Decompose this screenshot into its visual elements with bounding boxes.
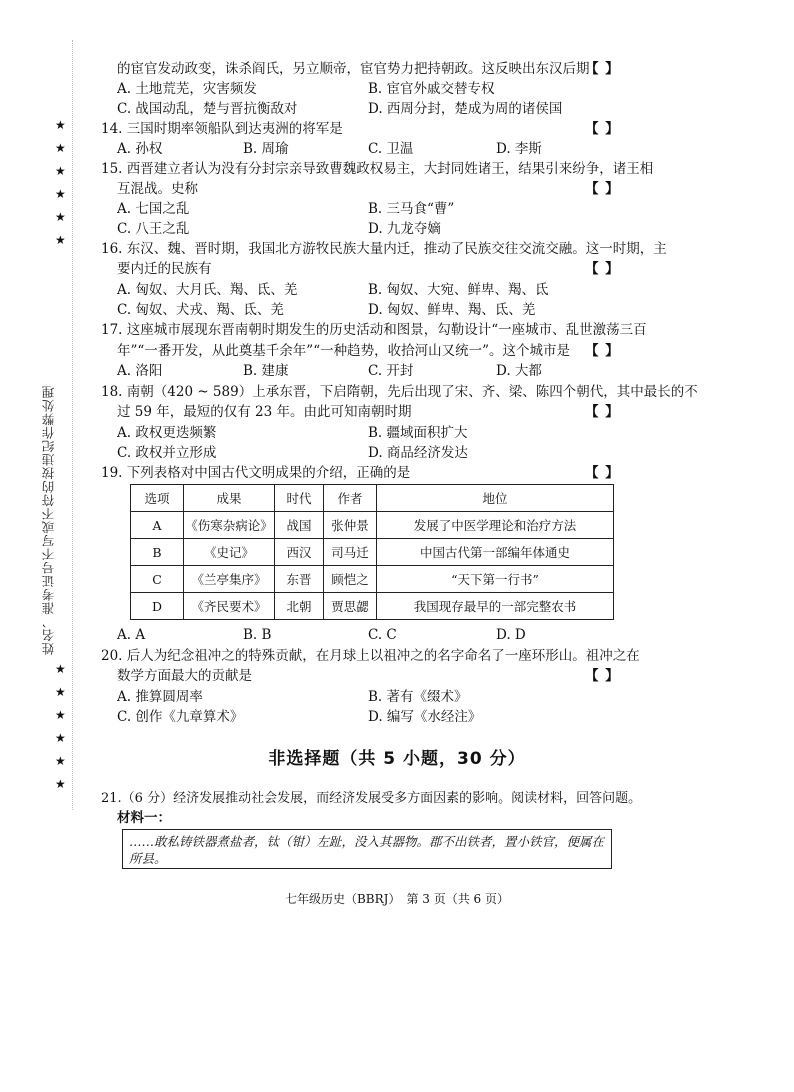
q15-option-c: C. 八王之乱 bbox=[117, 221, 190, 237]
table-cell: B bbox=[131, 539, 184, 566]
table-row bbox=[131, 566, 614, 593]
star-icon: ★ bbox=[55, 731, 66, 745]
q18-stem-line2: 过 59 年，最短的仅有 23 年。由此可知南朝时期 bbox=[117, 404, 412, 420]
table-cell: 我国现存最早的一部完整农书 bbox=[377, 593, 614, 620]
q17-option-c: C. 开封 bbox=[368, 363, 414, 379]
table-cell: 《齐民要术》 bbox=[184, 593, 275, 620]
section-title: 非选择题（共 5 小题，30 分） bbox=[268, 749, 526, 769]
table-cell: 《史记》 bbox=[184, 539, 275, 566]
q17-option-d: D. 大都 bbox=[496, 363, 542, 379]
q18-option-a: A. 政权更迭频繁 bbox=[117, 425, 217, 441]
q15-stem-line1: 15. 西晋建立者认为没有分封宗亲导致曹魏政权易主，大封同姓诸王，结果引来纷争，诸王相 bbox=[101, 161, 654, 177]
table-header: 地位 bbox=[377, 485, 614, 512]
answer-bracket: 【 】 bbox=[585, 261, 620, 277]
table-header: 成果 bbox=[184, 485, 275, 512]
q14-option-b: B. 周瑜 bbox=[243, 141, 289, 157]
answer-bracket: 【 】 bbox=[585, 465, 620, 481]
q14-stem: 14. 三国时期率领船队到达夷洲的将军是 bbox=[101, 121, 343, 137]
answer-bracket: 【 】 bbox=[585, 61, 620, 77]
q19-option-d: D. D bbox=[496, 627, 526, 643]
q18-option-c: C. 政权并立形成 bbox=[117, 445, 217, 461]
table-cell: 战国 bbox=[275, 512, 324, 539]
q14-option-d: D. 李斯 bbox=[496, 141, 542, 157]
q20-option-c: C. 创作《九章算术》 bbox=[117, 709, 244, 725]
q20-option-a: A. 推算圆周率 bbox=[117, 689, 203, 705]
achievements-table bbox=[130, 484, 614, 620]
table-header-row bbox=[131, 485, 614, 512]
star-icon: ★ bbox=[55, 141, 66, 155]
star-icon: ★ bbox=[55, 708, 66, 722]
star-icon: ★ bbox=[55, 187, 66, 201]
table-cell: 张仲景 bbox=[324, 512, 377, 539]
q13-option-c: C. 战国动乱，楚与晋抗衡敌对 bbox=[117, 101, 298, 117]
table-cell: 《兰亭集序》 bbox=[184, 566, 275, 593]
q19-stem: 19. 下列表格对中国古代文明成果的介绍，正确的是 bbox=[101, 465, 411, 481]
table-header: 作者 bbox=[324, 485, 377, 512]
table-cell: A bbox=[131, 512, 184, 539]
table-cell: 北朝 bbox=[275, 593, 324, 620]
star-icon: ★ bbox=[55, 777, 66, 791]
table-cell: C bbox=[131, 566, 184, 593]
sidebar-notice: 姓名、准考证号不写或不符的按违纪作弊处理 bbox=[41, 385, 56, 655]
q16-stem-line2: 要内迁的民族有 bbox=[117, 261, 212, 277]
q19-option-c: C. C bbox=[368, 627, 397, 643]
q16-option-c: C. 匈奴、犬戎、羯、氐、羌 bbox=[117, 302, 284, 318]
star-icon: ★ bbox=[55, 118, 66, 132]
q17-option-b: B. 建康 bbox=[243, 363, 289, 379]
table-cell: 西汉 bbox=[275, 539, 324, 566]
table-cell: 贾思勰 bbox=[324, 593, 377, 620]
q17-stem-line1: 17. 这座城市展现东晋南朝时期发生的历史活动和图景，勾勒设计“一座城市、乱世激荡三百 bbox=[101, 322, 647, 338]
q15-option-d: D. 九龙夺嫡 bbox=[368, 221, 441, 237]
table-cell: D bbox=[131, 593, 184, 620]
table-cell: 东晋 bbox=[275, 566, 324, 593]
q20-stem-line2: 数学方面最大的贡献是 bbox=[117, 668, 252, 684]
table-cell: 顾恺之 bbox=[324, 566, 377, 593]
q16-stem-line1: 16. 东汉、魏、晋时期，我国北方游牧民族大量内迁，推动了民族交往交流交融。这一时期，主 bbox=[101, 241, 667, 257]
table-cell: “天下第一行书” bbox=[377, 566, 614, 593]
table-cell: 发展了中医学理论和治疗方法 bbox=[377, 512, 614, 539]
q21-stem: 21.（6 分）经济发展推动社会发展，而经济发展受多方面因素的影响。阅读材料，回答问题。 bbox=[101, 791, 642, 806]
q13-stem: 的宦官发动政变，诛杀阎氏，另立顺帝，宦官势力把持朝政。这反映出东汉后期 bbox=[117, 61, 590, 77]
q16-option-b: B. 匈奴、大宛、鲜卑、羯、氐 bbox=[368, 282, 549, 298]
binding-line bbox=[72, 40, 74, 810]
q16-option-d: D. 匈奴、鲜卑、羯、氐、羌 bbox=[368, 302, 536, 318]
q18-option-b: B. 疆域面积扩大 bbox=[368, 425, 468, 441]
table-header: 时代 bbox=[275, 485, 324, 512]
answer-bracket: 【 】 bbox=[585, 668, 620, 684]
answer-bracket: 【 】 bbox=[585, 181, 620, 197]
q17-stem-line2: 年”“一番开发，从此奠基千余年”“一种趋势，收拾河山又统一”。这个城市是 bbox=[117, 343, 571, 359]
page-footer: 七年级历史（BBRJ） 第 3 页（共 6 页） bbox=[284, 892, 509, 906]
q20-option-b: B. 著有《缀术》 bbox=[368, 689, 468, 705]
table-cell: 《伤寒杂病论》 bbox=[184, 512, 275, 539]
table-row bbox=[131, 512, 614, 539]
answer-bracket: 【 】 bbox=[585, 343, 620, 359]
q14-option-a: A. 孙权 bbox=[117, 141, 163, 157]
material-label: 材料一： bbox=[117, 810, 171, 826]
table-cell: 中国古代第一部编年体通史 bbox=[377, 539, 614, 566]
star-icon: ★ bbox=[55, 662, 66, 676]
star-icon: ★ bbox=[55, 685, 66, 699]
star-icon: ★ bbox=[55, 233, 66, 247]
q19-option-a: A. A bbox=[117, 627, 146, 643]
star-icon: ★ bbox=[55, 164, 66, 178]
q18-option-d: D. 商品经济发达 bbox=[368, 445, 468, 461]
q15-option-a: A. 七国之乱 bbox=[117, 201, 190, 217]
q15-stem-line2: 互混战。史称 bbox=[117, 181, 198, 197]
q17-option-a: A. 洛阳 bbox=[117, 363, 163, 379]
answer-bracket: 【 】 bbox=[585, 404, 620, 420]
answer-bracket: 【 】 bbox=[585, 121, 620, 137]
star-icon: ★ bbox=[55, 754, 66, 768]
q19-option-b: B. B bbox=[243, 627, 272, 643]
q14-option-c: C. 卫温 bbox=[368, 141, 414, 157]
q16-option-a: A. 匈奴、大月氏、羯、氐、羌 bbox=[117, 282, 298, 298]
q18-stem-line1: 18. 南朝（420 ~ 589）上承东晋，下启隋朝，先后出现了宋、齐、梁、陈四个朝代，其中最长的不 bbox=[101, 384, 698, 400]
star-icon: ★ bbox=[55, 210, 66, 224]
q20-option-d: D. 编写《水经注》 bbox=[368, 709, 482, 725]
table-cell: 司马迁 bbox=[324, 539, 377, 566]
table-header: 选项 bbox=[131, 485, 184, 512]
q13-option-d: D. 西周分封，楚成为周的诸侯国 bbox=[368, 101, 563, 117]
table-row bbox=[131, 539, 614, 566]
table-row bbox=[131, 593, 614, 620]
q13-option-b: B. 宦官外戚交替专权 bbox=[368, 81, 495, 97]
q13-option-a: A. 土地荒芜，灾害频发 bbox=[117, 81, 257, 97]
q20-stem-line1: 20. 后人为纪念祖冲之的特殊贡献，在月球上以祖冲之的名字命名了一座环形山。祖冲之在 bbox=[101, 648, 640, 664]
q15-option-b: B. 三马食“曹” bbox=[368, 201, 455, 217]
material-quote: ……敢私铸铁器煮盐者，钛（钳）左趾，没入其器物。郡不出铁者，置小铁官，便属在所县。 bbox=[122, 829, 612, 869]
